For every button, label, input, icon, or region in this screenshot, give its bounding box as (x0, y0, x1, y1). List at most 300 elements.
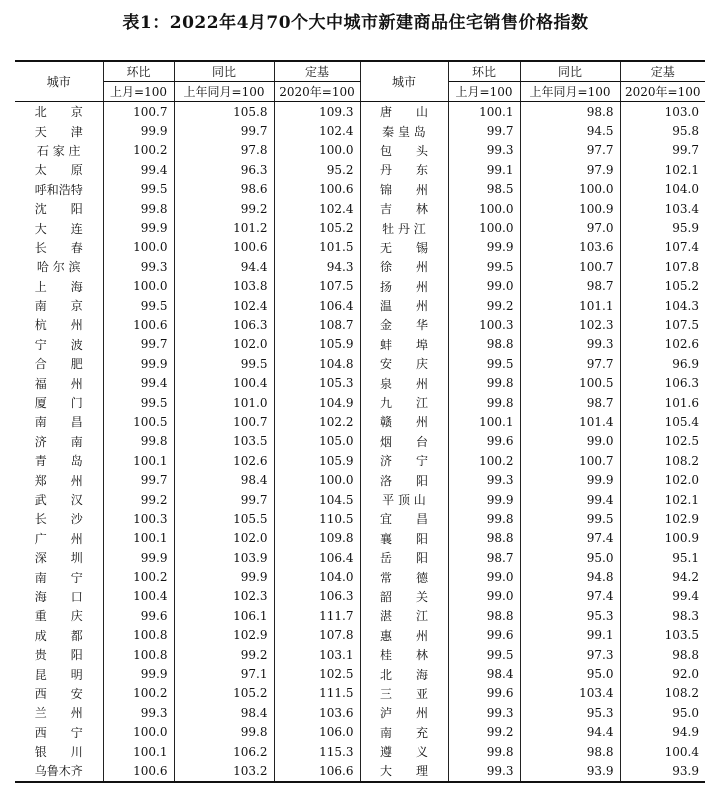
cell-city-right: 扬 州 (360, 277, 448, 296)
cell-base-right: 100.9 (620, 529, 705, 548)
cell-mom-left: 100.1 (103, 529, 174, 548)
cell-yoy-left: 100.6 (174, 238, 274, 257)
table-row (15, 277, 705, 296)
cell-city-right: 韶 关 (360, 587, 448, 606)
table-row (15, 664, 705, 683)
cell-city-right: 济 宁 (360, 451, 448, 470)
base-header-right: 定基 (620, 61, 705, 82)
cell-base-left: 107.8 (274, 626, 360, 645)
cell-base-left: 106.4 (274, 296, 360, 315)
cell-city-left: 西 宁 (15, 723, 103, 742)
cell-base-left: 105.3 (274, 373, 360, 392)
cell-city-left: 厦 门 (15, 393, 103, 412)
cell-city-left: 大 连 (15, 218, 103, 237)
cell-city-right: 平 顶 山 (360, 490, 448, 509)
cell-yoy-right: 95.0 (520, 664, 620, 683)
mom-subheader-left: 上月=100 (103, 82, 174, 102)
cell-mom-right: 99.2 (448, 723, 520, 742)
cell-city-left: 长 春 (15, 238, 103, 257)
cell-mom-left: 99.9 (103, 121, 174, 140)
cell-city-right: 温 州 (360, 296, 448, 315)
base-header-left: 定基 (274, 61, 360, 82)
table-row (15, 684, 705, 703)
city-header-right: 城市 (360, 61, 448, 102)
cell-yoy-right: 95.3 (520, 606, 620, 625)
cell-mom-right: 99.0 (448, 567, 520, 586)
cell-mom-left: 99.7 (103, 335, 174, 354)
cell-base-right: 102.1 (620, 160, 705, 179)
cell-base-right: 102.0 (620, 470, 705, 489)
cell-mom-left: 100.0 (103, 277, 174, 296)
cell-city-left: 哈 尔 滨 (15, 257, 103, 276)
cell-city-left: 贵 阳 (15, 645, 103, 664)
cell-mom-left: 100.2 (103, 141, 174, 160)
table-row (15, 180, 705, 199)
cell-yoy-right: 100.9 (520, 199, 620, 218)
cell-base-left: 105.0 (274, 432, 360, 451)
cell-yoy-right: 99.3 (520, 335, 620, 354)
cell-yoy-left: 100.7 (174, 412, 274, 431)
cell-base-right: 96.9 (620, 354, 705, 373)
cell-city-right: 洛 阳 (360, 470, 448, 489)
cell-base-right: 103.5 (620, 626, 705, 645)
cell-base-left: 106.3 (274, 587, 360, 606)
cell-base-right: 103.0 (620, 102, 705, 122)
cell-mom-left: 100.6 (103, 761, 174, 781)
table-row (15, 626, 705, 645)
cell-yoy-left: 99.7 (174, 121, 274, 140)
cell-base-right: 102.9 (620, 509, 705, 528)
cell-yoy-left: 103.8 (174, 277, 274, 296)
cell-mom-left: 100.0 (103, 238, 174, 257)
cell-yoy-left: 102.0 (174, 529, 274, 548)
cell-base-left: 104.0 (274, 567, 360, 586)
cell-base-right: 98.8 (620, 645, 705, 664)
cell-base-left: 101.5 (274, 238, 360, 257)
cell-city-right: 常 德 (360, 567, 448, 586)
cell-base-right: 99.7 (620, 141, 705, 160)
cell-city-left: 西 安 (15, 684, 103, 703)
cell-mom-left: 99.5 (103, 296, 174, 315)
cell-yoy-right: 103.6 (520, 238, 620, 257)
cell-city-left: 上 海 (15, 277, 103, 296)
table-row (15, 742, 705, 761)
cell-city-left: 乌鲁木齐 (15, 761, 103, 781)
cell-yoy-right: 102.3 (520, 315, 620, 334)
cell-city-right: 吉 林 (360, 199, 448, 218)
cell-base-right: 103.4 (620, 199, 705, 218)
cell-base-left: 106.4 (274, 548, 360, 567)
cell-yoy-left: 103.9 (174, 548, 274, 567)
cell-mom-left: 100.1 (103, 742, 174, 761)
cell-yoy-left: 105.8 (174, 102, 274, 122)
cell-city-left: 合 肥 (15, 354, 103, 373)
cell-city-left: 福 州 (15, 373, 103, 392)
cell-city-right: 遵 义 (360, 742, 448, 761)
cell-base-right: 99.4 (620, 587, 705, 606)
cell-yoy-right: 98.8 (520, 742, 620, 761)
table-row (15, 121, 705, 140)
cell-base-left: 105.9 (274, 335, 360, 354)
cell-mom-right: 99.3 (448, 761, 520, 781)
cell-mom-left: 99.4 (103, 160, 174, 179)
cell-city-right: 湛 江 (360, 606, 448, 625)
cell-yoy-right: 99.5 (520, 509, 620, 528)
table-row (15, 257, 705, 276)
cell-city-right: 丹 东 (360, 160, 448, 179)
cell-yoy-right: 101.4 (520, 412, 620, 431)
cell-city-right: 三 亚 (360, 684, 448, 703)
cell-yoy-left: 97.1 (174, 664, 274, 683)
cell-base-left: 106.6 (274, 761, 360, 781)
cell-base-right: 102.1 (620, 490, 705, 509)
cell-mom-right: 99.1 (448, 160, 520, 179)
cell-mom-right: 99.3 (448, 470, 520, 489)
cell-city-left: 深 圳 (15, 548, 103, 567)
cell-city-left: 重 庆 (15, 606, 103, 625)
cell-base-left: 108.7 (274, 315, 360, 334)
cell-mom-left: 99.9 (103, 548, 174, 567)
cell-base-left: 111.7 (274, 606, 360, 625)
cell-yoy-left: 103.5 (174, 432, 274, 451)
cell-base-left: 100.0 (274, 141, 360, 160)
cell-mom-left: 100.4 (103, 587, 174, 606)
cell-base-right: 98.3 (620, 606, 705, 625)
cell-yoy-left: 96.3 (174, 160, 274, 179)
cell-mom-right: 99.5 (448, 257, 520, 276)
table-row (15, 587, 705, 606)
cell-mom-right: 98.8 (448, 529, 520, 548)
cell-yoy-right: 95.3 (520, 703, 620, 722)
cell-city-left: 昆 明 (15, 664, 103, 683)
cell-yoy-right: 95.0 (520, 548, 620, 567)
yoy-subheader-right: 上年同月=100 (520, 82, 620, 102)
table-row (15, 412, 705, 431)
cell-base-left: 100.6 (274, 180, 360, 199)
cell-base-right: 94.2 (620, 567, 705, 586)
cell-base-left: 111.5 (274, 684, 360, 703)
cell-base-right: 95.8 (620, 121, 705, 140)
cell-yoy-left: 105.5 (174, 509, 274, 528)
base-subheader-right: 2020年=100 (620, 82, 705, 102)
cell-city-right: 宜 昌 (360, 509, 448, 528)
cell-yoy-right: 94.5 (520, 121, 620, 140)
cell-city-left: 兰 州 (15, 703, 103, 722)
table-row (15, 335, 705, 354)
cell-city-right: 岳 阳 (360, 548, 448, 567)
cell-city-right: 烟 台 (360, 432, 448, 451)
cell-base-left: 104.5 (274, 490, 360, 509)
table-row (15, 296, 705, 315)
table-row (15, 141, 705, 160)
yoy-header-right: 同比 (520, 61, 620, 82)
cell-city-left: 沈 阳 (15, 199, 103, 218)
cell-base-right: 107.8 (620, 257, 705, 276)
cell-city-left: 银 川 (15, 742, 103, 761)
cell-mom-left: 99.8 (103, 199, 174, 218)
cell-city-left: 宁 波 (15, 335, 103, 354)
cell-mom-right: 99.9 (448, 490, 520, 509)
cell-base-right: 92.0 (620, 664, 705, 683)
cell-mom-left: 99.6 (103, 606, 174, 625)
cell-yoy-right: 99.4 (520, 490, 620, 509)
table-row (15, 315, 705, 334)
cell-base-left: 109.8 (274, 529, 360, 548)
cell-city-left: 广 州 (15, 529, 103, 548)
cell-mom-right: 100.3 (448, 315, 520, 334)
cell-mom-left: 100.8 (103, 626, 174, 645)
cell-yoy-left: 106.1 (174, 606, 274, 625)
cell-yoy-left: 99.5 (174, 354, 274, 373)
cell-city-right: 桂 林 (360, 645, 448, 664)
cell-yoy-left: 106.2 (174, 742, 274, 761)
cell-yoy-left: 102.4 (174, 296, 274, 315)
cell-yoy-left: 102.9 (174, 626, 274, 645)
cell-city-right: 秦 皇 岛 (360, 121, 448, 140)
cell-yoy-left: 99.9 (174, 567, 274, 586)
cell-base-right: 93.9 (620, 761, 705, 781)
cell-yoy-left: 102.0 (174, 335, 274, 354)
cell-base-left: 102.5 (274, 664, 360, 683)
cell-yoy-left: 99.7 (174, 490, 274, 509)
cell-base-right: 104.0 (620, 180, 705, 199)
cell-mom-left: 99.3 (103, 703, 174, 722)
cell-mom-right: 98.8 (448, 606, 520, 625)
cell-yoy-right: 93.9 (520, 761, 620, 781)
cell-base-right: 95.9 (620, 218, 705, 237)
cell-city-left: 武 汉 (15, 490, 103, 509)
cell-base-right: 95.0 (620, 703, 705, 722)
cell-base-right: 104.3 (620, 296, 705, 315)
cell-mom-left: 100.5 (103, 412, 174, 431)
cell-mom-right: 100.0 (448, 199, 520, 218)
table-row (15, 432, 705, 451)
cell-yoy-left: 98.4 (174, 470, 274, 489)
cell-mom-right: 99.6 (448, 432, 520, 451)
cell-base-left: 105.2 (274, 218, 360, 237)
mom-subheader-right: 上月=100 (448, 82, 520, 102)
cell-yoy-left: 102.3 (174, 587, 274, 606)
table-row (15, 529, 705, 548)
cell-yoy-right: 97.9 (520, 160, 620, 179)
cell-mom-right: 99.0 (448, 277, 520, 296)
table-row (15, 490, 705, 509)
cell-city-right: 徐 州 (360, 257, 448, 276)
cell-mom-left: 100.8 (103, 645, 174, 664)
cell-yoy-left: 101.2 (174, 218, 274, 237)
cell-mom-left: 100.2 (103, 567, 174, 586)
cell-yoy-right: 103.4 (520, 684, 620, 703)
cell-city-right: 北 海 (360, 664, 448, 683)
cell-mom-right: 100.0 (448, 218, 520, 237)
cell-yoy-right: 99.0 (520, 432, 620, 451)
cell-yoy-right: 98.7 (520, 393, 620, 412)
cell-base-right: 108.2 (620, 451, 705, 470)
table-row (15, 509, 705, 528)
cell-mom-left: 100.7 (103, 102, 174, 122)
cell-mom-right: 98.8 (448, 335, 520, 354)
cell-base-left: 115.3 (274, 742, 360, 761)
cell-yoy-left: 94.4 (174, 257, 274, 276)
cell-yoy-right: 101.1 (520, 296, 620, 315)
cell-city-right: 赣 州 (360, 412, 448, 431)
table-row (15, 703, 705, 722)
cell-yoy-right: 99.1 (520, 626, 620, 645)
cell-city-left: 济 南 (15, 432, 103, 451)
cell-yoy-right: 100.7 (520, 257, 620, 276)
cell-yoy-right: 99.9 (520, 470, 620, 489)
cell-mom-right: 99.5 (448, 645, 520, 664)
cell-city-right: 大 理 (360, 761, 448, 781)
cell-mom-right: 100.2 (448, 451, 520, 470)
cell-city-right: 包 头 (360, 141, 448, 160)
cell-base-right: 107.4 (620, 238, 705, 257)
yoy-subheader-left: 上年同月=100 (174, 82, 274, 102)
cell-mom-right: 98.7 (448, 548, 520, 567)
cell-city-left: 长 沙 (15, 509, 103, 528)
cell-base-left: 102.4 (274, 121, 360, 140)
table-row (15, 761, 705, 781)
cell-mom-right: 99.3 (448, 703, 520, 722)
cell-base-right: 102.6 (620, 335, 705, 354)
cell-mom-right: 99.8 (448, 373, 520, 392)
table-row (15, 567, 705, 586)
cell-city-right: 锦 州 (360, 180, 448, 199)
cell-base-right: 107.5 (620, 315, 705, 334)
cell-city-right: 泸 州 (360, 703, 448, 722)
cell-yoy-right: 97.4 (520, 529, 620, 548)
cell-city-left: 海 口 (15, 587, 103, 606)
cell-mom-right: 100.1 (448, 102, 520, 122)
table-row (15, 645, 705, 664)
cell-yoy-left: 99.8 (174, 723, 274, 742)
cell-base-left: 95.2 (274, 160, 360, 179)
cell-city-left: 天 津 (15, 121, 103, 140)
cell-mom-left: 100.0 (103, 723, 174, 742)
yoy-header-left: 同比 (174, 61, 274, 82)
cell-mom-right: 99.2 (448, 296, 520, 315)
cell-mom-left: 99.5 (103, 393, 174, 412)
cell-mom-left: 99.9 (103, 664, 174, 683)
cell-base-left: 102.2 (274, 412, 360, 431)
cell-city-right: 南 充 (360, 723, 448, 742)
cell-city-right: 安 庆 (360, 354, 448, 373)
cell-yoy-right: 97.3 (520, 645, 620, 664)
cell-base-left: 109.3 (274, 102, 360, 122)
cell-city-right: 唐 山 (360, 102, 448, 122)
cell-base-left: 100.0 (274, 470, 360, 489)
cell-yoy-left: 106.3 (174, 315, 274, 334)
cell-mom-left: 100.3 (103, 509, 174, 528)
cell-base-left: 103.6 (274, 703, 360, 722)
cell-city-left: 南 昌 (15, 412, 103, 431)
cell-city-right: 泉 州 (360, 373, 448, 392)
cell-city-right: 九 江 (360, 393, 448, 412)
cell-base-left: 107.5 (274, 277, 360, 296)
cell-base-left: 104.8 (274, 354, 360, 373)
cell-yoy-left: 103.2 (174, 761, 274, 781)
table-row (15, 354, 705, 373)
cell-base-right: 101.6 (620, 393, 705, 412)
table-row (15, 102, 705, 122)
cell-mom-right: 99.7 (448, 121, 520, 140)
cell-mom-right: 99.8 (448, 509, 520, 528)
cell-city-right: 无 锡 (360, 238, 448, 257)
cell-base-right: 105.4 (620, 412, 705, 431)
cell-mom-right: 98.4 (448, 664, 520, 683)
cell-city-left: 北 京 (15, 102, 103, 122)
table-row (15, 451, 705, 470)
table-row (15, 723, 705, 742)
cell-mom-right: 99.8 (448, 742, 520, 761)
cell-yoy-right: 100.5 (520, 373, 620, 392)
cell-yoy-right: 98.8 (520, 102, 620, 122)
cell-yoy-right: 100.7 (520, 451, 620, 470)
cell-base-right: 105.2 (620, 277, 705, 296)
cell-mom-right: 99.6 (448, 684, 520, 703)
price-index-table (15, 60, 705, 783)
cell-yoy-right: 94.8 (520, 567, 620, 586)
cell-city-left: 杭 州 (15, 315, 103, 334)
cell-mom-right: 98.5 (448, 180, 520, 199)
cell-mom-left: 99.8 (103, 432, 174, 451)
cell-base-left: 103.1 (274, 645, 360, 664)
table-row (15, 606, 705, 625)
cell-mom-right: 99.0 (448, 587, 520, 606)
cell-yoy-right: 100.0 (520, 180, 620, 199)
cell-mom-right: 99.5 (448, 354, 520, 373)
cell-mom-left: 99.2 (103, 490, 174, 509)
cell-yoy-left: 98.6 (174, 180, 274, 199)
cell-yoy-right: 97.7 (520, 141, 620, 160)
cell-yoy-left: 99.2 (174, 199, 274, 218)
cell-mom-left: 99.9 (103, 218, 174, 237)
cell-base-left: 106.0 (274, 723, 360, 742)
cell-mom-right: 99.9 (448, 238, 520, 257)
cell-base-right: 106.3 (620, 373, 705, 392)
cell-mom-right: 99.3 (448, 141, 520, 160)
cell-city-right: 襄 阳 (360, 529, 448, 548)
cell-base-right: 108.2 (620, 684, 705, 703)
cell-mom-right: 99.6 (448, 626, 520, 645)
cell-city-left: 青 岛 (15, 451, 103, 470)
cell-base-right: 95.1 (620, 548, 705, 567)
table-row (15, 548, 705, 567)
cell-city-right: 金 华 (360, 315, 448, 334)
cell-city-left: 呼和浩特 (15, 180, 103, 199)
cell-base-right: 94.9 (620, 723, 705, 742)
mom-header-left: 环比 (103, 61, 174, 82)
cell-mom-left: 99.5 (103, 180, 174, 199)
cell-yoy-left: 102.6 (174, 451, 274, 470)
cell-mom-left: 100.1 (103, 451, 174, 470)
cell-base-right: 102.5 (620, 432, 705, 451)
cell-city-left: 太 原 (15, 160, 103, 179)
cell-city-left: 南 京 (15, 296, 103, 315)
table-row (15, 238, 705, 257)
cell-city-left: 成 都 (15, 626, 103, 645)
cell-yoy-right: 97.4 (520, 587, 620, 606)
table-row (15, 218, 705, 237)
cell-mom-left: 99.7 (103, 470, 174, 489)
cell-yoy-right: 94.4 (520, 723, 620, 742)
table-title: 表1：2022年4月70个大中城市新建商品住宅销售价格指数 (122, 13, 589, 33)
cell-base-left: 102.4 (274, 199, 360, 218)
cell-city-left: 郑 州 (15, 470, 103, 489)
cell-mom-left: 99.9 (103, 354, 174, 373)
cell-city-right: 惠 州 (360, 626, 448, 645)
cell-city-left: 南 宁 (15, 567, 103, 586)
